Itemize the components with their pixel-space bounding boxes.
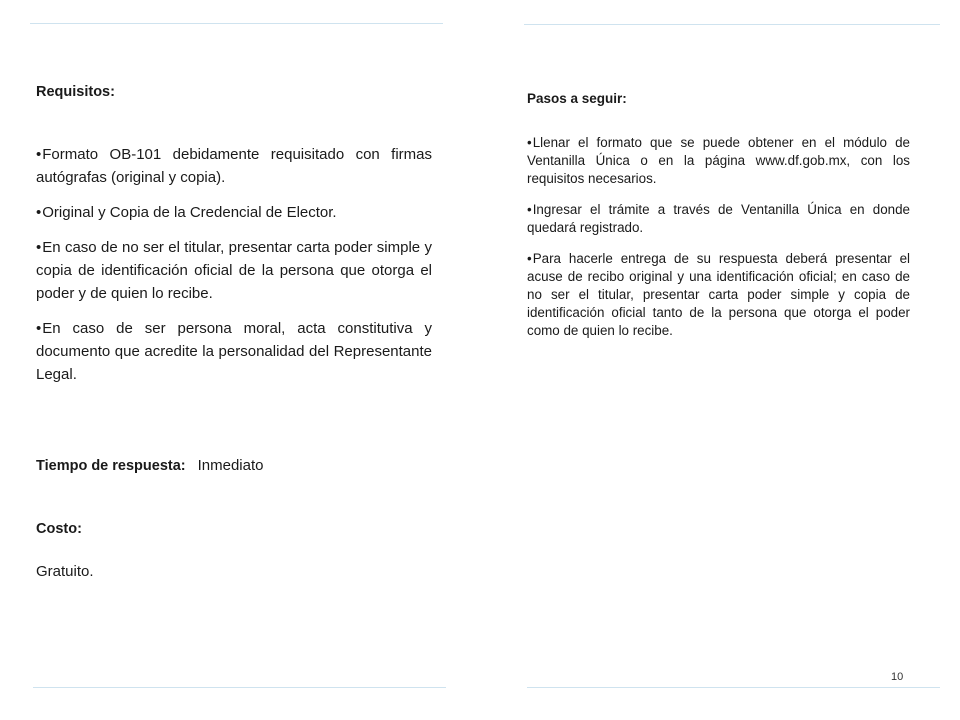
paso-text: Ingresar el trámite a través de Ventanilla Única en donde quedará registrado. [527,202,910,235]
requisitos-section [36,84,432,398]
costo-value: Gratuito. [36,563,94,580]
list-item [36,201,432,224]
list-item [527,201,910,237]
paso-text: Para hacerle entrega de su respuesta deberá presentar el acuse de recibo original y una identificación oficial; en caso de no ser el titular, presentar carta poder simple y copia de identificación oficial tanto de la persona que otorga el poder como de quien lo recibe. [527,251,910,338]
requisito-text: En caso de ser persona moral, acta constitutiva y documento que acredite la personalidad del Representante Legal. [36,320,432,383]
paso-text: Llenar el formato que se puede obtener en el módulo de Ventanilla Única o en la página www.df.gob.mx, con los requisitos necesarios. [527,135,910,186]
bottom-left-divider [33,687,446,688]
list-item [36,143,432,189]
tiempo-label: Tiempo de respuesta: [36,458,186,474]
list-item [527,250,910,340]
requisito-text: Formato OB-101 debidamente requisitado con firmas autógrafas (original y copia). [36,146,432,186]
bullet-icon: • [527,202,532,217]
list-item [527,134,910,188]
page-number: 10 [891,671,904,683]
top-right-divider [524,24,940,25]
pasos-heading: Pasos a seguir: [527,91,627,106]
top-left-divider [30,23,443,24]
tiempo-value: Inmediato [197,457,264,474]
bullet-icon: • [36,320,42,337]
bullet-icon: • [36,239,42,256]
costo-heading: Costo: [36,521,82,537]
pasos-list [527,134,910,340]
bullet-icon: • [36,204,42,221]
bullet-icon: • [36,146,42,163]
tiempo-respuesta [36,457,263,474]
bullet-icon: • [527,135,532,150]
requisitos-heading: Requisitos: [36,84,115,100]
requisito-text: En caso de no ser el titular, presentar carta poder simple y copia de identificación oficial de la persona que otorga el poder y de quien lo recibe. [36,239,432,302]
requisitos-list [36,143,432,386]
bullet-icon: • [527,251,532,266]
requisito-text: Original y Copia de la Credencial de Elector. [42,204,337,221]
bottom-right-divider [527,687,940,688]
list-item [36,317,432,386]
list-item [36,236,432,305]
pasos-section [527,91,910,353]
